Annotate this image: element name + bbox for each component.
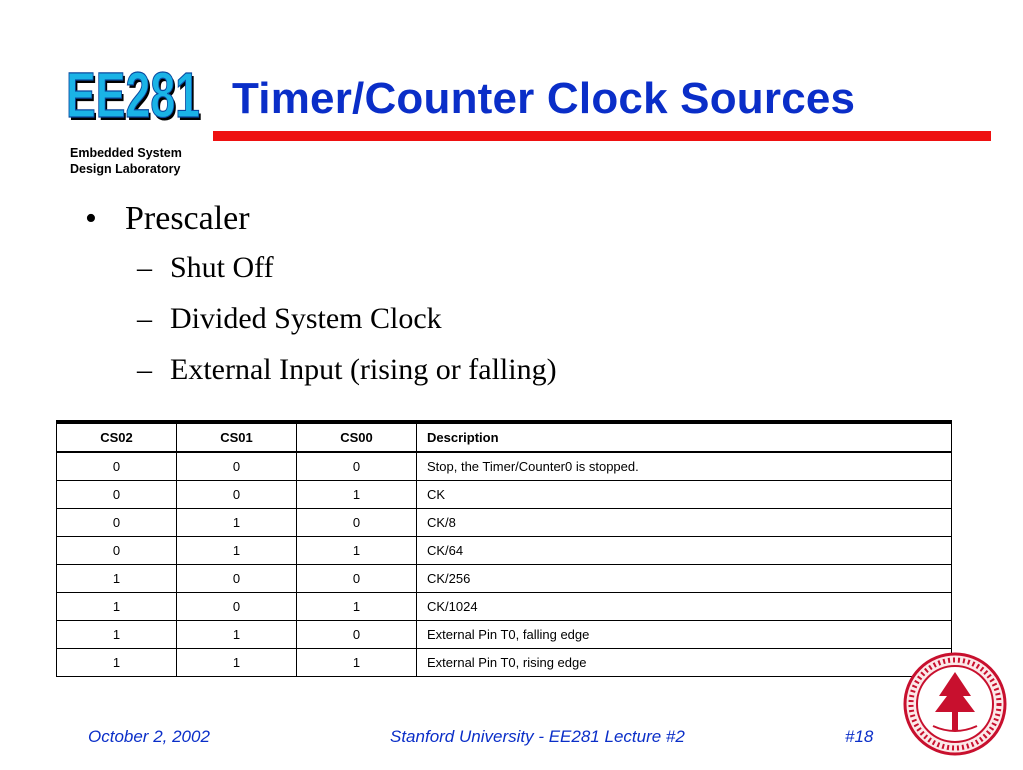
table-row <box>57 481 952 509</box>
header-cs00: CS00 <box>297 422 417 452</box>
cell-cs02: 0 <box>57 452 177 481</box>
cell-cs02: 1 <box>57 593 177 621</box>
cell-cs01: 1 <box>177 509 297 537</box>
cell-cs02: 0 <box>57 537 177 565</box>
cell-cs01: 1 <box>177 621 297 649</box>
svg-text:EE281: EE281 <box>66 60 200 130</box>
cell-cs00: 1 <box>297 649 417 677</box>
cell-cs02: 1 <box>57 565 177 593</box>
sub-bullet-text: External Input (rising or falling) <box>170 353 557 386</box>
table-row <box>57 593 952 621</box>
slide-title: Timer/Counter Clock Sources <box>232 74 856 123</box>
cell-description: External Pin T0, falling edge <box>417 621 952 649</box>
cell-cs00: 0 <box>297 452 417 481</box>
logo-subtitle-line1: Embedded System <box>70 146 182 160</box>
cell-cs00: 0 <box>297 621 417 649</box>
sub-bullet-item <box>85 242 557 293</box>
dash-marker: – <box>137 251 152 284</box>
cell-description: CK/64 <box>417 537 952 565</box>
header-description: Description <box>417 422 952 452</box>
cell-description: CK <box>417 481 952 509</box>
bullet-list <box>85 196 557 395</box>
table-header-row <box>57 422 952 452</box>
bullet-text: Prescaler <box>125 200 250 237</box>
logo-subtitle <box>70 145 182 177</box>
header-cs02: CS02 <box>57 422 177 452</box>
cell-cs01: 1 <box>177 649 297 677</box>
cell-cs01: 0 <box>177 593 297 621</box>
bullet-item <box>85 196 557 242</box>
footer-date: October 2, 2002 <box>88 727 210 746</box>
cell-cs02: 1 <box>57 621 177 649</box>
footer-slide-number: #18 <box>845 727 874 746</box>
header-cs01: CS01 <box>177 422 297 452</box>
table-row <box>57 621 952 649</box>
table-row <box>57 452 952 481</box>
cell-cs01: 0 <box>177 481 297 509</box>
svg-text:EE281: EE281 <box>68 62 202 130</box>
cell-cs01: 0 <box>177 452 297 481</box>
sub-bullet-text: Shut Off <box>170 251 274 284</box>
cell-cs00: 0 <box>297 565 417 593</box>
table-row <box>57 537 952 565</box>
cell-cs00: 1 <box>297 593 417 621</box>
footer-course: Stanford University - EE281 Lecture #2 <box>390 727 685 746</box>
cell-description: External Pin T0, rising edge <box>417 649 952 677</box>
cell-cs02: 0 <box>57 509 177 537</box>
stanford-seal-icon <box>903 652 1007 756</box>
cell-cs01: 0 <box>177 565 297 593</box>
title-underline <box>213 131 991 141</box>
cell-cs00: 0 <box>297 509 417 537</box>
dash-marker: – <box>137 353 152 386</box>
logo-subtitle-line2: Design Laboratory <box>70 162 181 176</box>
cell-cs00: 1 <box>297 537 417 565</box>
ee281-logo <box>66 60 206 130</box>
sub-bullet-item <box>85 293 557 344</box>
ee281-logo-icon <box>66 60 206 130</box>
cell-description: CK/1024 <box>417 593 952 621</box>
cell-cs02: 1 <box>57 649 177 677</box>
cell-cs00: 1 <box>297 481 417 509</box>
cell-description: Stop, the Timer/Counter0 is stopped. <box>417 452 952 481</box>
sub-bullet-item <box>85 344 557 395</box>
sub-bullet-text: Divided System Clock <box>170 302 442 335</box>
table-row <box>57 509 952 537</box>
clock-select-table <box>56 420 952 677</box>
bullet-marker: • <box>85 200 97 237</box>
dash-marker: – <box>137 302 152 335</box>
table-row <box>57 565 952 593</box>
cell-description: CK/256 <box>417 565 952 593</box>
cell-cs01: 1 <box>177 537 297 565</box>
cell-cs02: 0 <box>57 481 177 509</box>
table-row <box>57 649 952 677</box>
cell-description: CK/8 <box>417 509 952 537</box>
